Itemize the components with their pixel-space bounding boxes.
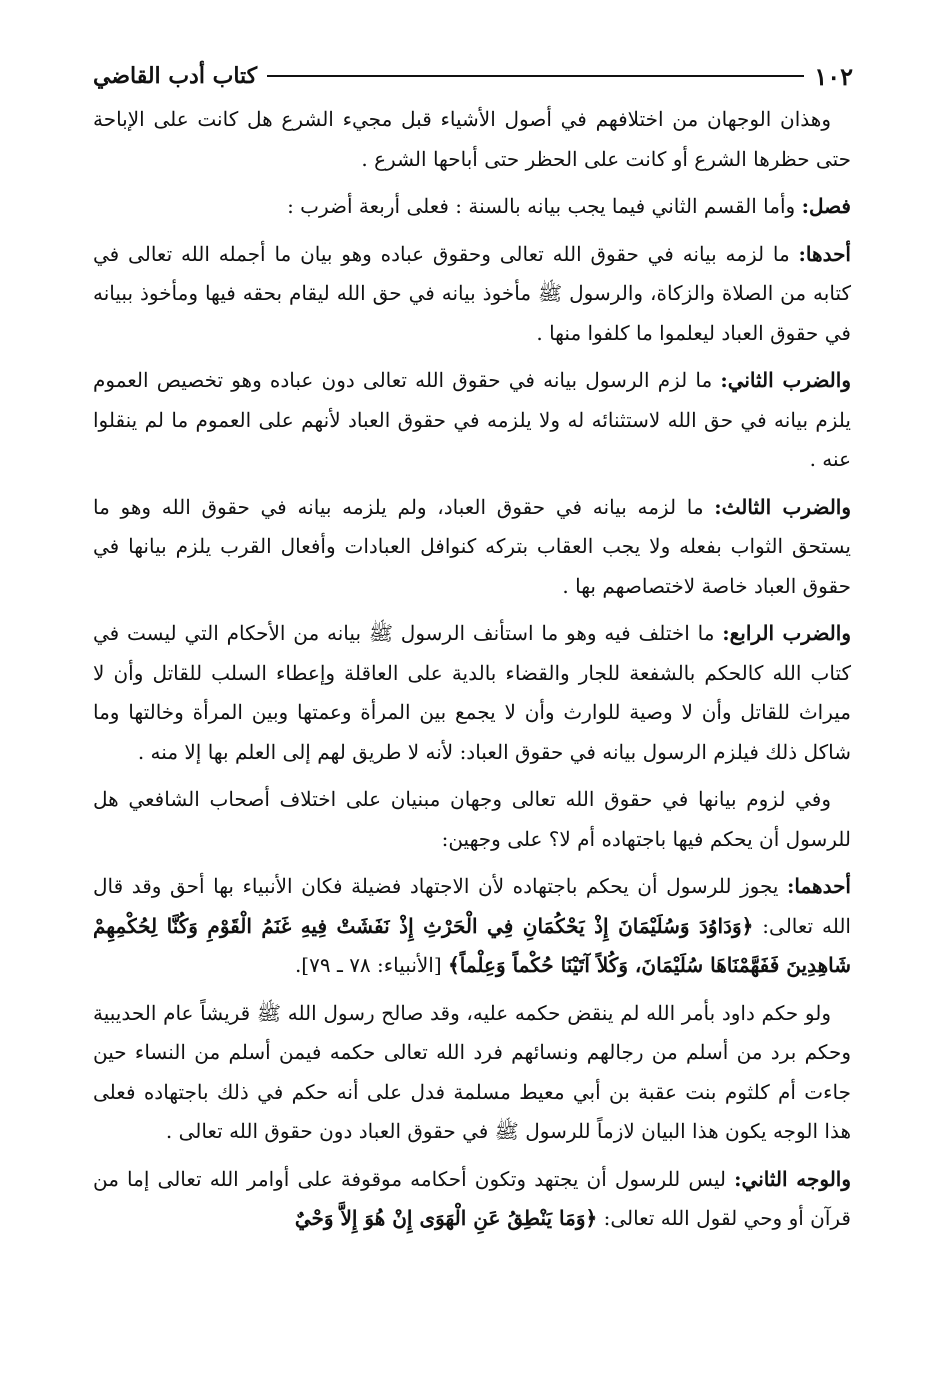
paragraph-fasl bbox=[93, 187, 851, 227]
paragraph-text: ما اختلف فيه وهو ما استأنف الرسول ﷺ بيانه من الأحكام التي ليست في كتاب الله كالحكم بالشفعة للجار والقضاء بالدية على العاقلة وإعطاء السلب للقاتل وأن لا ميراث للقاتل وأن لا وصية للوارث وأن لا يجمع بين المرأة وعمتها وبين المرأة وخالتها وما شاكل ذلك فيلزم الرسول بيانه في حقوق العباد: لأنه لا طريق لهم إلى العلم بها إلا منه . bbox=[93, 621, 851, 764]
paragraph-lead: أحدهما: bbox=[786, 874, 851, 898]
paragraph-text: وهذان الوجهان من اختلافهم في أصول الأشياء قبل مجيء الشرع هل كانت على الإباحة حتى حظرها الشرع أو كانت على الحظر حتى أباحها الشرع . bbox=[93, 107, 851, 171]
paragraph-text: وأما القسم الثاني فيما يجب بيانه بالسنة : فعلى أربعة أضرب : bbox=[287, 194, 802, 218]
paragraph-text: ليس للرسول أن يجتهد وتكون أحكامه موقوفة على أوامر الله تعالى إما من قرآن أو وحي لقول الله تعالى: bbox=[93, 1166, 851, 1230]
paragraph-second-type bbox=[93, 361, 851, 480]
paragraph-fourth-type bbox=[93, 614, 851, 772]
paragraph-third-type bbox=[93, 488, 851, 607]
paragraph-dawud bbox=[93, 994, 851, 1152]
paragraph-lead: والضرب الرابع: bbox=[722, 621, 851, 645]
paragraph-first-type bbox=[93, 235, 851, 354]
paragraph-lead: والوجه الثاني: bbox=[734, 1166, 852, 1191]
verse-citation: [الأنبياء: ٧٨ ـ ٧٩]. bbox=[294, 953, 449, 977]
paragraph-text: ما لزم الرسول بيانه في حقوق الله تعالى دون عباده وهو تخصيص العموم يلزم بيانه في حق الله لاستثنائه له ولا يلزمه في حقوق العباد لأنهم على العموم ما لم ينقلوا عنه . bbox=[93, 368, 851, 471]
page-number: ١٠٢ bbox=[814, 61, 853, 91]
paragraph-second-view bbox=[93, 1160, 851, 1239]
book-title: كتاب أدب القاضي bbox=[93, 63, 258, 89]
paragraph-text: وفي لزوم بيانها في حقوق الله تعالى وجهان مبنيان على اختلاف أصحاب الشافعي هل للرسول أن يحكم فيها باجتهاده أم لا؟ على وجهين: bbox=[93, 787, 851, 851]
paragraph-first-view bbox=[93, 867, 851, 986]
paragraph-text: ما لزمه بيانه في حقوق الله تعالى وحقوق عباده وهو بيان ما أجمله الله تعالى في كتابه من الصلاة والزكاة، والرسول ﷺ مأخوذ بيانه في حق الله ليقام بحقه فيها ومأخوذ ببيانه في حقوق العباد ليعلموا ما كلفوا منها . bbox=[93, 241, 851, 345]
paragraph-lead: أحدها: bbox=[798, 241, 851, 266]
quran-verse: ﴿وَدَاوُدَ وَسُلَيْمَانَ إِذْ يَحْكُمَانِ فِي الْحَرْثِ إِذْ نَفَشَتْ فِيهِ غَنَمُ الْقَوْمِ وَكُنَّا لِحُكْمِهِمْ شَاهِدِينَ فَفَهَّمْنَاهَا سُلَيْمَانَ، وَكُلاً آتَيْنَا حُكْماً وَعِلْماً﴾ bbox=[93, 913, 851, 977]
section-heading: فصل: bbox=[801, 194, 851, 218]
page-header bbox=[93, 60, 853, 92]
paragraph-text: ولو حكم داود بأمر الله لم ينقض حكمه عليه، وقد صالح رسول الله ﷺ قريشاً عام الحديبية وحكم برد من أسلم من رجالهم ونسائهم فرد الله تعالى حكمه فيمن أسلم من النساء حين جاءت أم كلثوم بنت عقبة بن أبي معيط مسلمة فدل على أنه حكم في ذلك باجتهاده فعلى هذا الوجه يكون هذا البيان لازماً للرسول ﷺ في حقوق العباد دون حقوق الله تعالى . bbox=[93, 1000, 851, 1143]
paragraph-intro bbox=[93, 100, 851, 179]
paragraph-lead: والضرب الثاني: bbox=[720, 368, 851, 392]
header-rule bbox=[267, 75, 804, 77]
page-body bbox=[93, 100, 851, 1247]
paragraph-two-views bbox=[93, 780, 851, 859]
paragraph-text: ما لزمه بيانه في حقوق العباد، ولم يلزمه بيانه في حقوق الله وهو ما يستحق الثواب بفعله ولا يجب العقاب بتركه كنوافل العبادات وأفعال القرب يلزم بيانها في حقوق العباد خاصة لاختصاصهم بها . bbox=[93, 494, 851, 598]
quran-verse: ﴿وَمَا يَنْطِقُ عَنِ الْهَوَى إِنْ هُوَ إِلاَّ وَحْيٌ bbox=[294, 1206, 598, 1230]
paragraph-text: يجوز للرسول أن يحكم باجتهاده لأن الاجتهاد فضيلة فكان الأنبياء بها أحق وقد قال الله تعالى: bbox=[93, 874, 851, 938]
paragraph-lead: والضرب الثالث: bbox=[714, 494, 852, 519]
